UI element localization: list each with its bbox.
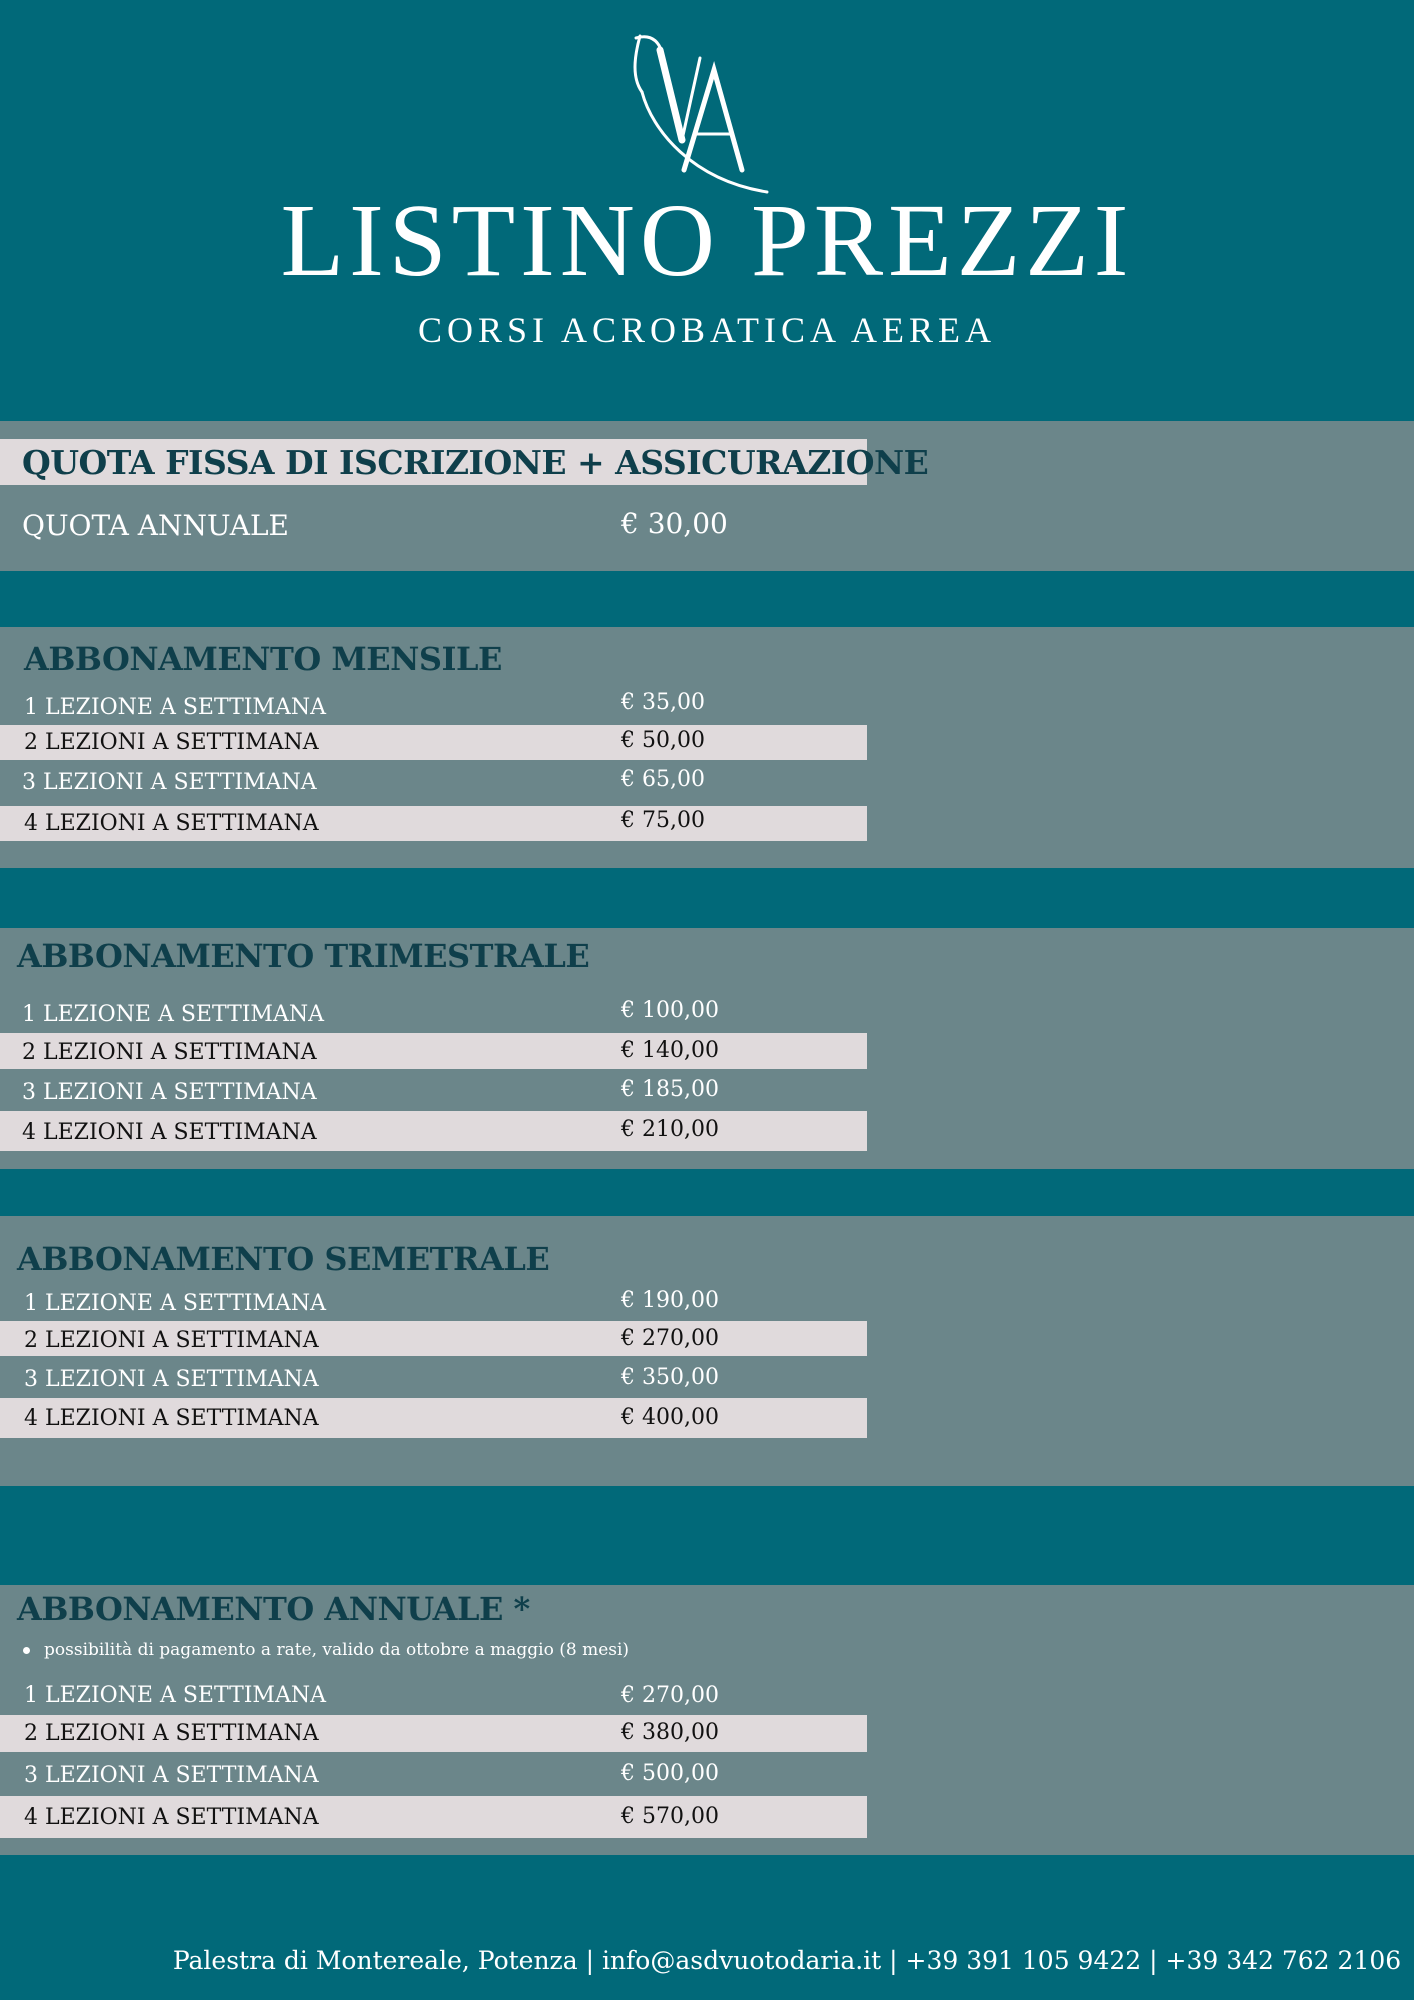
quarterly-row-2-price: € 140,00 [621,1038,719,1063]
monthly-row-2-label: 2 LEZIONI A SETTIMANA [24,730,319,755]
insurance-heading: QUOTA FISSA DI ISCRIZIONE + ASSICURAZIONE [22,443,929,482]
va-monogram-logo [632,30,782,200]
semester-row-4-price: € 400,00 [621,1405,719,1430]
semester-row-3-price: € 350,00 [621,1365,719,1390]
monthly-row-1-label: 1 LEZIONE A SETTIMANA [24,695,326,720]
monthly-row-1-price: € 35,00 [621,690,705,715]
quarterly-row-1-label: 1 LEZIONE A SETTIMANA [22,1002,324,1027]
semester-row-4-label: 4 LEZIONI A SETTIMANA [24,1406,319,1431]
monthly-row-4-label: 4 LEZIONI A SETTIMANA [24,811,319,836]
annual-heading: ABBONAMENTO ANNUALE * [17,1590,530,1628]
quarterly-row-3-price: € 185,00 [621,1077,719,1102]
monthly-heading: ABBONAMENTO MENSILE [24,640,502,678]
footer-contact: Palestra di Montereale, Potenza | info@asdvuotodaria.it | +39 391 105 9422 | +39 342 762 2106 [172,1946,1402,1975]
annual-row-3-price: € 500,00 [621,1761,719,1786]
monthly-row-3-price: € 65,00 [621,767,705,792]
quarterly-row-4-label: 4 LEZIONI A SETTIMANA [22,1120,317,1145]
monthly-row-3-label: 3 LEZIONI A SETTIMANA [22,770,317,795]
page-title: LISTINO PREZZI [280,183,1134,298]
quarterly-row-2-label: 2 LEZIONI A SETTIMANA [22,1040,317,1065]
annual-row-4-price: € 570,00 [621,1804,719,1829]
semester-row-2-price: € 270,00 [621,1326,719,1351]
annual-note: possibilità di pagamento a rate, valido da ottobre a maggio (8 mesi) [44,1640,630,1660]
quarterly-heading: ABBONAMENTO TRIMESTRALE [17,937,590,975]
quarterly-row-3-label: 3 LEZIONI A SETTIMANA [22,1080,317,1105]
bullet-icon [23,1647,30,1654]
annual-row-4-label: 4 LEZIONI A SETTIMANA [24,1805,319,1830]
annual-row-2-price: € 380,00 [621,1720,719,1745]
annual-row-1-label: 1 LEZIONE A SETTIMANA [24,1683,326,1708]
insurance-label: QUOTA ANNUALE [22,509,289,542]
quarterly-row-4-price: € 210,00 [621,1117,719,1142]
annual-row-2-label: 2 LEZIONI A SETTIMANA [24,1721,319,1746]
monthly-row-4-price: € 75,00 [621,808,705,833]
semester-heading: ABBONAMENTO SEMETRALE [17,1240,550,1278]
semester-row-1-label: 1 LEZIONE A SETTIMANA [24,1291,326,1316]
annual-row-3-label: 3 LEZIONI A SETTIMANA [24,1763,319,1788]
insurance-price: € 30,00 [621,507,728,540]
semester-row-1-price: € 190,00 [621,1288,719,1313]
quarterly-row-1-price: € 100,00 [621,998,719,1023]
page-subtitle: CORSI ACROBATICA AEREA [417,310,997,350]
semester-row-3-label: 3 LEZIONI A SETTIMANA [24,1367,319,1392]
monthly-row-2-price: € 50,00 [621,728,705,753]
annual-row-1-price: € 270,00 [621,1683,719,1708]
semester-row-2-label: 2 LEZIONI A SETTIMANA [24,1328,319,1353]
